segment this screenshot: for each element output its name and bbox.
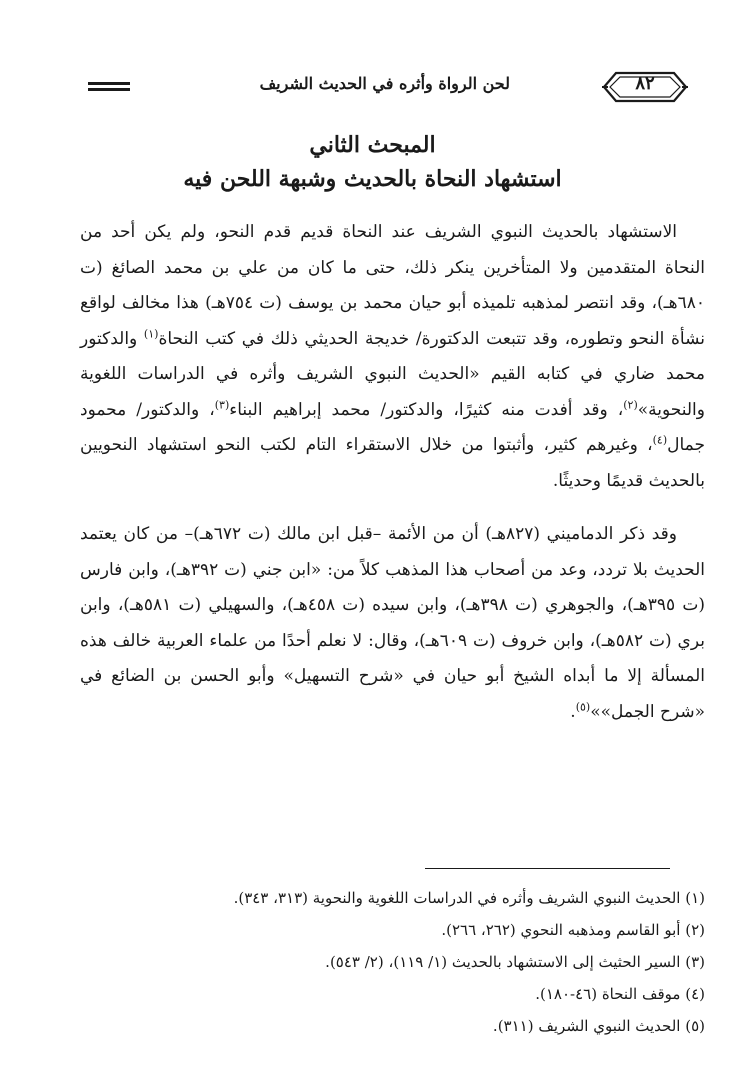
section-heading — [60, 128, 685, 196]
footnote-ref-2[interactable]: (٢) — [623, 397, 638, 411]
footnotes — [80, 882, 705, 1042]
para1-text-e: ، وغيرهم كثير، وأثبتوا من خلال الاستقراء التام لكتب النحو استشهاد النحويين بالحديث قديمًا وحديثًا. — [80, 435, 705, 491]
body-text — [80, 215, 705, 730]
footnote-ref-5[interactable]: (٥) — [575, 699, 591, 713]
section-title: المبحث الثاني — [309, 132, 436, 158]
header-rule — [88, 82, 130, 92]
footnote-ref-1[interactable]: (١) — [143, 326, 159, 340]
page-number: ٨٢ — [635, 73, 655, 94]
footnote-ref-3[interactable]: (٣) — [214, 397, 230, 411]
para1-text-d: ، والدكتور/ محمود جمال — [80, 399, 705, 455]
footnote-separator — [425, 868, 670, 869]
paragraph-2 — [80, 517, 705, 730]
para1-text-a: الاستشهاد بالحديث النبوي الشريف عند النحاة قديم قدم النحو، ولم يكن أحد من النحاة المتقدمين ولا المتأخرين ينكر ذلك، حتى ما كان من علي بن محمد الصائغ (ت ٦٨٠هـ)، وقد انتصر لمذهبه تلميذه أبو حيان محمد بن يوسف (ت ٧٥٤هـ) هذا مخالف لواقع نشأة النحو وتطوره، وقد تتبعت الدكتورة/ خديجة الحديثي ذلك في كتب النحاة — [80, 222, 706, 349]
footnote-item: (٥) الحديث النبوي الشريف (٣١١). — [492, 1017, 705, 1035]
running-header — [88, 68, 688, 108]
para2-end: . — [570, 701, 576, 722]
running-title: لحن الرواة وأثره في الحديث الشريف — [259, 74, 510, 93]
footnote-item: (١) الحديث النبوي الشريف وأثره في الدراسات اللغوية والنحوية (٣١٣، ٣٤٣). — [233, 889, 705, 907]
footnote-ref-4[interactable]: (٤) — [652, 433, 668, 447]
footnote-item: (٤) موقف النحاة (٤٦-١٨٠). — [535, 985, 705, 1003]
para1-text-c: ، وقد أفدت منه كثيرًا، والدكتور/ محمد إبراهيم البناء — [229, 399, 624, 420]
page-number-badge — [602, 68, 688, 106]
footnote-item: (٢) أبو القاسم ومذهبه النحوي (٢٦٢، ٢٦٦). — [441, 921, 705, 939]
paragraph-1 — [80, 215, 705, 499]
para1-text-b: والدكتور محمد ضاري في كتابه القيم «الحديث النبوي الشريف وأثره في الدراسات اللغوية والنحوية» — [80, 328, 705, 420]
section-subtitle: استشهاد النحاة بالحديث وشبهة اللحن فيه — [183, 166, 562, 192]
footnote-item: (٣) السير الحثيث إلى الاستشهاد بالحديث (١/ ١١٩)، (٢/ ٥٤٣). — [325, 953, 705, 971]
para2-text: وقد ذكر الدماميني (٨٢٧هـ) أن من الأئمة –قبل ابن مالك (ت ٦٧٢هـ)– من كان يعتمد الحديث بلا تردد، وعد من أصحاب هذا المذهب كلاً من: «ابن جني (ت ٣٩٢هـ)، وابن فارس (ت ٣٩٥هـ)، والجوهري (ت ٣٩٨هـ)، وابن سيده (ت ٤٥٨هـ)، والسهيلي (ت ٥٨١هـ)، وابن بري (ت ٥٨٢هـ)، وابن خروف (ت ٦٠٩هـ)، وقال: لا نعلم أحدًا من علماء العربية خالف هذه المسألة إلا ما أبداه الشيخ أبو حيان في «شرح التسهيل» وأبو الحسن بن الضائع في «شرح الجمل»» — [80, 524, 706, 722]
